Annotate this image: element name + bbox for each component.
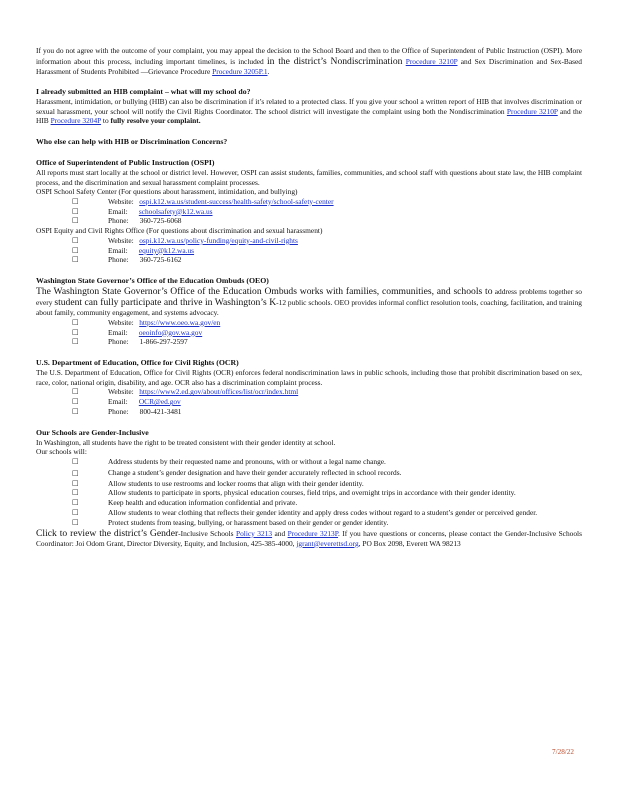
gender-item-5	[36, 498, 582, 508]
coordinator-address: , PO Box 2098, Everett WA 98213	[358, 538, 461, 548]
gender-item-text: Allow students to participate in sports, physical education courses, field trips, and overnight trips in accordance with their gender identity.	[108, 488, 516, 498]
procedure-3210p-link[interactable]: Procedure 3210P	[405, 56, 458, 66]
gender-item-text: Allow students to use restrooms and locker rooms that align with their gender identity.	[108, 478, 364, 488]
ocr-email-link[interactable]: OCR@ed.gov	[138, 397, 181, 407]
gender-intro-1: In Washington, all students have the right to be treated consistent with their gender identity at school.	[36, 437, 336, 447]
square-bullet-icon: □	[72, 337, 79, 346]
ospi-safety-center-line: OSPI School Safety Center (For questions about harassment, intimidation, and bullying)	[36, 187, 298, 197]
square-bullet-icon: □	[72, 508, 79, 517]
hib-heading: I already submitted an HIB complaint – what will my school do?	[36, 87, 251, 97]
square-bullet-icon: □	[72, 206, 79, 215]
square-bullet-icon: □	[72, 478, 79, 487]
gender-item-text: Keep health and education information confidential and private.	[108, 498, 298, 508]
gender-item-text: Address students by their requested name and pronouns, with or without a legal name change.	[108, 456, 386, 466]
ocr-heading: U.S. Department of Education, Office for Civil Rights (OCR)	[36, 358, 239, 368]
ocr-website-link[interactable]: https://www2.ed.gov/about/offices/list/ocr/index.html	[139, 387, 299, 397]
gender-item-text: Change a student’s gender designation and have their gender accurately reflected in school records.	[108, 467, 402, 477]
gender-item-6	[36, 508, 582, 518]
oeo-website-link[interactable]: https://www.oeo.wa.gov/en	[139, 317, 221, 327]
oeo-website-item	[36, 318, 582, 328]
item-label: Website:	[108, 235, 134, 245]
gender-contact-text: . If you have questions or concerns, please contact the Gender-Inclusive Schools Coordinator: Joi Odom Grant, Director Diversity, Equity, and Inclusion, 425-385-4000,	[36, 528, 582, 548]
coordinator-email-link[interactable]: jgrant@everettsd.org	[296, 538, 359, 548]
square-bullet-icon: □	[72, 317, 79, 326]
square-bullet-icon: □	[72, 456, 79, 465]
procedure-3205p1-link[interactable]: Procedure 3205P.1	[212, 66, 268, 76]
ospi-safety-phone: 360-725-6068	[139, 216, 182, 226]
footer-date: 7/28/22	[552, 748, 574, 756]
square-bullet-icon: □	[72, 216, 79, 225]
ospi-safety-email-link[interactable]: schoolsafety@k12.wa.us	[138, 206, 213, 216]
hib-paragraph	[36, 97, 582, 126]
ocr-phone: 800-421-3481	[139, 406, 182, 416]
item-label: Website:	[108, 196, 134, 206]
oeo-heading: Washington State Governor’s Office of the Education Ombuds (OEO)	[36, 276, 269, 286]
gender-item-7	[36, 518, 582, 528]
ospi-equity-website-item	[36, 236, 582, 246]
gender-item-1	[36, 457, 582, 467]
appeal-end: .	[267, 66, 270, 76]
gender-item-text: Allow students to wear clothing that reflects their gender identity and apply dress codes without regard to a student’s gender or perceived gender.	[108, 508, 538, 518]
ospi-safety-phone-item	[36, 216, 582, 226]
item-label: Email:	[108, 206, 128, 216]
oeo-phone-item	[36, 337, 582, 347]
policy-3213-link[interactable]: Policy 3213	[235, 528, 273, 538]
square-bullet-icon: □	[72, 498, 79, 507]
oeo-phone: 1-866-297-2597	[139, 337, 188, 347]
oeo-text-large-2: student can fully participate and thrive in Washington’s K	[54, 297, 277, 309]
square-bullet-icon: □	[72, 327, 79, 336]
gender-item-3	[36, 479, 582, 489]
gender-item-2	[36, 467, 582, 479]
oeo-text-small: address problems together so every	[36, 287, 582, 308]
item-label: Phone:	[108, 216, 129, 226]
oeo-text-large: The Washington State Governor’s Office of the Education Ombuds works with families, communities, and schools to	[36, 286, 493, 298]
hib-procedure-3204p-link[interactable]: Procedure 3204P	[50, 116, 102, 126]
ospi-equity-office-line: OSPI Equity and Civil Rights Office (For questions about discrimination and sexual harassment)	[36, 226, 323, 236]
ospi-safety-website-item	[36, 197, 582, 207]
item-label: Website:	[108, 317, 134, 327]
oeo-text-small-2: -12 public schools. OEO provides informal conflict resolution tools, coaching, facilitation, and training about family, community engagement, and systems advocacy.	[36, 298, 582, 318]
item-label: Email:	[108, 327, 128, 337]
gender-item-4	[36, 488, 582, 498]
hib-bold-end: fully resolve your complaint.	[110, 116, 201, 126]
appeal-paragraph	[36, 46, 582, 76]
gender-review-paragraph	[36, 528, 582, 549]
square-bullet-icon: □	[72, 235, 79, 244]
item-label: Website:	[108, 387, 134, 397]
square-bullet-icon: □	[72, 406, 79, 415]
appeal-text: If you do not agree with the outcome of your complaint, you may appeal the decision to the School Board and then to the Office of Superintendent of Public Instruction (OSPI). More information about this process, including important timelines, is included	[36, 46, 582, 66]
item-label: Phone:	[108, 337, 129, 347]
square-bullet-icon: □	[72, 488, 79, 497]
ospi-equity-phone-item	[36, 255, 582, 265]
ocr-website-item	[36, 387, 582, 397]
procedure-3213p-link[interactable]: Procedure 3213P	[287, 528, 339, 538]
ospi-equity-website-link[interactable]: ospi.k12.wa.us/policy-funding/equity-and-civil-rights	[139, 235, 298, 245]
square-bullet-icon: □	[72, 245, 79, 254]
gender-intro-2: Our schools will:	[36, 447, 87, 457]
gender-review-large: Click to review the district’s Gender	[36, 527, 179, 539]
item-label: Email:	[108, 245, 128, 255]
ospi-safety-website-link[interactable]: ospi.k12.wa.us/student-success/health-safety/school-safety-center	[139, 196, 334, 206]
item-label: Phone:	[108, 406, 129, 416]
ocr-phone-item	[36, 407, 582, 417]
ospi-equity-phone: 360-725-6162	[139, 255, 182, 265]
square-bullet-icon: □	[72, 387, 79, 396]
appeal-text-mid: and Sex Discrimination and Sex-Based Harassment of Students Prohibited —Grievance Procedure	[36, 56, 582, 76]
item-label: Email:	[108, 397, 128, 407]
oeo-paragraph	[36, 286, 582, 318]
ospi-paragraph: All reports must start locally at the school or district level. However, OSPI can assist students, families, communities, and school staff with questions about state law, the HIB complaint process, and the discrimination and sexual harassment complaint processes.	[36, 167, 582, 187]
ocr-paragraph: The U.S. Department of Education, Office for Civil Rights (OCR) enforces federal nondiscrimination laws in public schools, including those that prohibit discrimination based on sex, race, color, national origin, disability, and age. OCR also has a discrimination complaint process.	[36, 368, 582, 387]
square-bullet-icon: □	[72, 196, 79, 205]
square-bullet-icon: □	[72, 517, 79, 526]
oeo-email-item	[36, 328, 582, 338]
hib-text-2: and the HIB	[36, 106, 582, 126]
appeal-text-large: in the district’s Nondiscrimination	[266, 55, 403, 67]
oeo-email-link[interactable]: oeoinfo@gov.wa.gov	[138, 327, 203, 337]
gender-heading: Our Schools are Gender-Inclusive	[36, 427, 149, 437]
gender-item-text: Protect students from teasing, bullying, or harassment based on their gender or gender identity.	[108, 517, 389, 527]
square-bullet-icon: □	[72, 255, 79, 264]
ospi-equity-email-link[interactable]: equity@k12.wa.us	[138, 245, 195, 255]
who-else-heading: Who else can help with HIB or Discrimination Concerns?	[36, 136, 228, 146]
ocr-email-item	[36, 397, 582, 407]
hib-procedure-3210p-link[interactable]: Procedure 3210P	[506, 106, 558, 116]
square-bullet-icon: □	[72, 468, 79, 477]
gender-review-small: -Inclusive Schools	[178, 528, 234, 538]
ospi-safety-email-item	[36, 207, 582, 217]
and-text: and	[274, 528, 286, 538]
hib-text-3: to	[102, 116, 109, 126]
hib-text-1: Harassment, intimidation, or bullying (HIB) can also be discrimination if it’s related to a protected class. If you give your school a written report of HIB that involves discrimination or sexual harassment, your school will notify the Civil Rights Coordinator. The school district will investigate the complaint using both the Nondiscrimination	[36, 97, 582, 116]
ospi-equity-email-item	[36, 246, 582, 256]
square-bullet-icon: □	[72, 397, 79, 406]
item-label: Phone:	[108, 255, 129, 265]
ospi-heading: Office of Superintendent of Public Instruction (OSPI)	[36, 157, 215, 167]
